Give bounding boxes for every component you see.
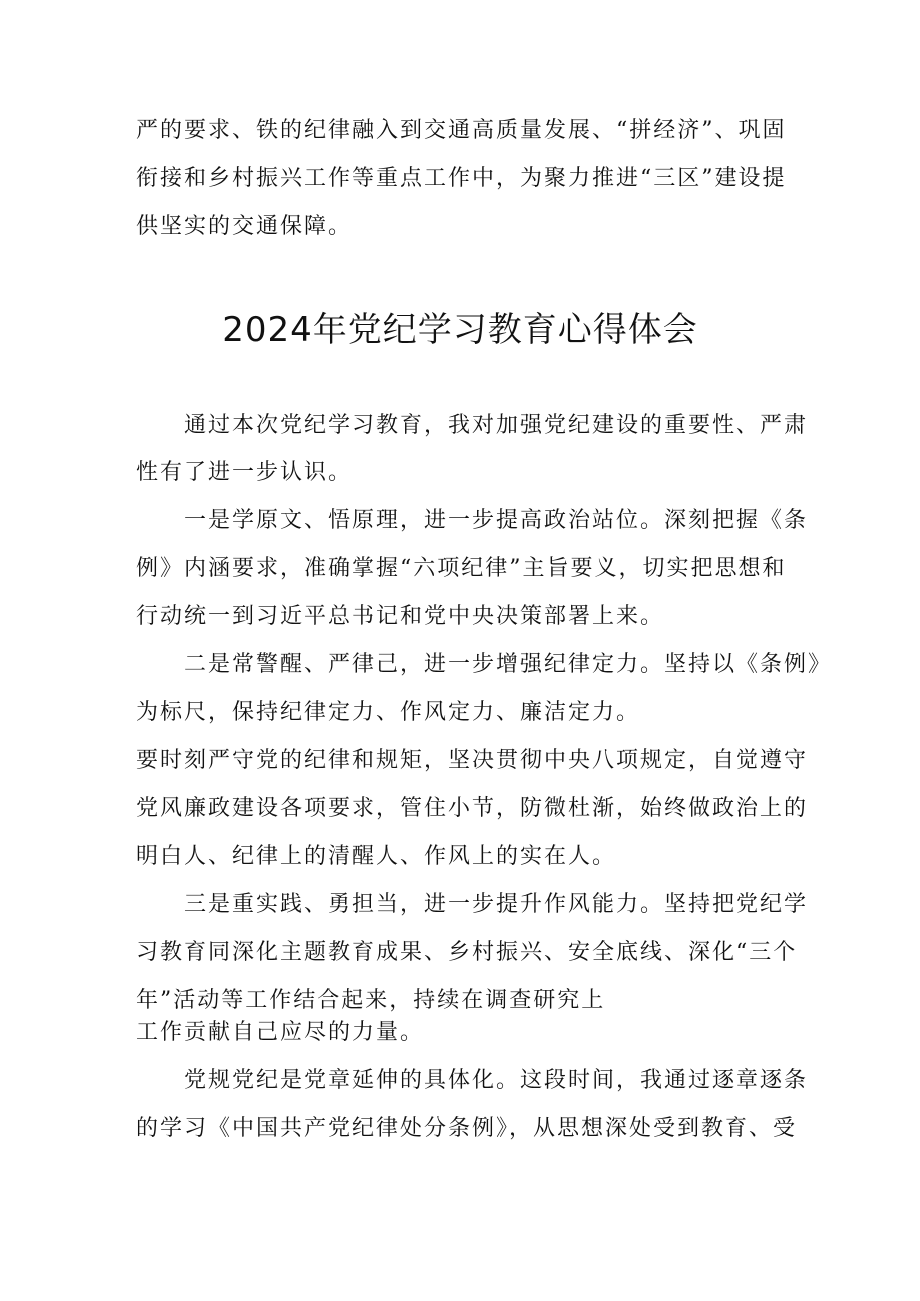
document-title: 2024年党纪学习教育心得体会 <box>222 310 698 350</box>
text-line: 供坚实的交通保障。 <box>136 214 353 239</box>
text-line: 衔接和乡村振兴工作等重点工作中，为聚力推进“三区”建设提 <box>136 166 787 191</box>
text-line: 一是学原文、悟原理，进一步提高政治站位。深刻把握《条 <box>184 508 809 533</box>
text-line: 党风廉政建设各项要求，管住小节，防微杜渐，始终做政治上的 <box>136 796 809 821</box>
text-line: 行动统一到习近平总书记和党中央决策部署上来。 <box>136 604 665 629</box>
text-line: 通过本次党纪学习教育，我对加强党纪建设的重要性、严肃 <box>184 413 809 438</box>
text-line: 的学习《中国共产党纪律处分条例》，从思想深处受到教育、受 <box>136 1116 798 1141</box>
text-line: 二是常警醒、严律己，进一步增强纪律定力。坚持以《条例》 <box>184 652 833 677</box>
text-line: 年”活动等工作结合起来，持续在调查研究上 <box>136 988 606 1013</box>
text-line: 三是重实践、勇担当，进一步提升作风能力。坚持把党纪学 <box>184 892 809 917</box>
text-line: 工作贡献自己应尽的力量。 <box>136 1020 425 1045</box>
text-line: 明白人、纪律上的清醒人、作风上的实在人。 <box>136 844 617 869</box>
text-line: 严的要求、铁的纪律融入到交通高质量发展、“拼经济”、巩固 <box>136 118 787 143</box>
text-line: 为标尺，保持纪律定力、作风定力、廉洁定力。 <box>136 700 641 725</box>
text-line: 习教育同深化主题教育成果、乡村振兴、安全底线、深化“三个 <box>136 940 798 965</box>
text-line: 例》内涵要求，准确掌握“六项纪律”主旨要义，切实把思想和 <box>136 556 787 581</box>
text-line: 性有了进一步认识。 <box>136 460 353 485</box>
text-line: 党规党纪是党章延伸的具体化。这段时间，我通过逐章逐条 <box>184 1068 809 1093</box>
text-line: 要时刻严守党的纪律和规矩，坚决贯彻中央八项规定，自觉遵守 <box>136 748 809 773</box>
